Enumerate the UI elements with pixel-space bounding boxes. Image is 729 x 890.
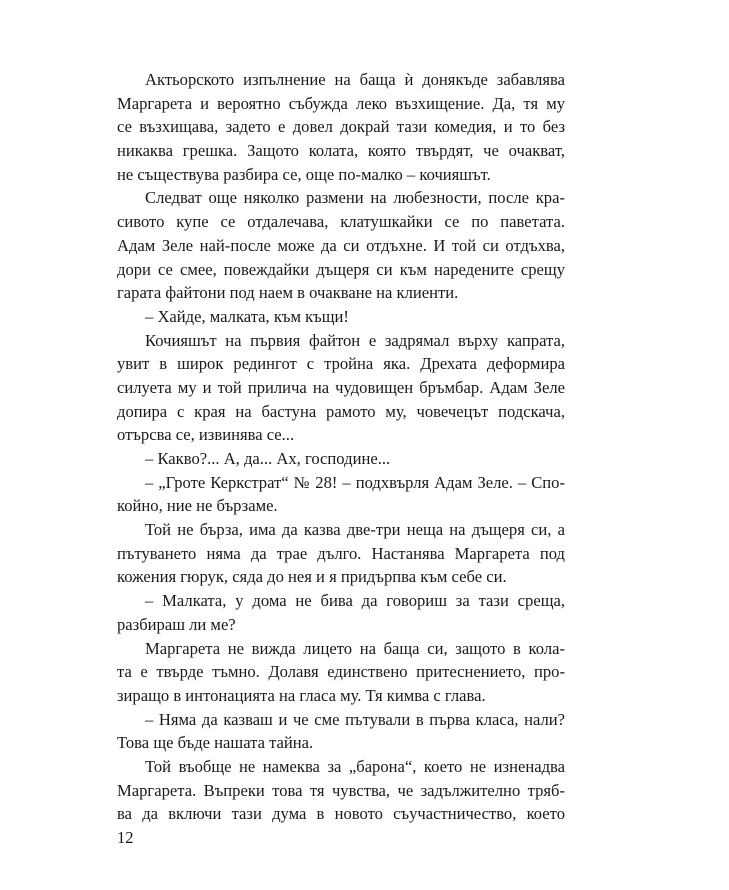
text-line: Той не бърза, има да казва две-три неща на дъщеря си, а (145, 520, 565, 540)
text-line: пътуването няма да трае дълго. Настанява Маргарета под (117, 543, 565, 563)
text-line: та е твърде тъмно. Долавя единствено притеснението, про- (117, 662, 565, 682)
paragraph (117, 518, 565, 589)
text-line: – Малката, у дома не бива да говориш за тази среща, (145, 591, 565, 611)
text-line: – Какво?... А, да... Ах, господине... (145, 449, 391, 468)
paragraph (117, 471, 565, 518)
paragraph (117, 305, 565, 329)
text-line: допира с края на бастуна рамото му, човечецът подскача, (117, 401, 565, 421)
text-line: Маргарета. Въпреки това тя чувства, че задължително тряб- (117, 780, 565, 800)
text-line: Следват още няколко размени на любезности, после кра- (145, 188, 565, 208)
paragraph (117, 68, 565, 186)
text-line: сивото купе се отдалечава, клатушкайки се по паветата. (117, 212, 565, 232)
text-line: Адам Зеле най-после може да си отдъхне. И той си отдъхва, (117, 235, 565, 255)
text-line: Кочияшът на първия файтон е задрямал върху капрата, (145, 330, 565, 350)
text-line: Маргарета не вижда лицето на баща си, защото в кола- (145, 638, 565, 658)
text-line: – Няма да казваш и че сме пътували в първа класа, нали? (145, 709, 565, 729)
text-line: се възхищава, задето е довел докрай тази комедия, и то без (117, 117, 565, 137)
text-line: койно, ние не бързаме. (117, 496, 278, 516)
text-line: увит в широк редингот с тройна яка. Дрехата деформира (117, 354, 565, 374)
text-line: гарата файтони под наем в очакване на клиенти. (117, 283, 459, 303)
paragraph (117, 708, 565, 755)
paragraph (117, 329, 565, 447)
paragraph (117, 755, 565, 826)
page-body (117, 68, 565, 826)
page-number: 12 (117, 828, 134, 847)
paragraph (117, 447, 565, 471)
text-line: кожения гюрук, сяда до нея и я придърпва към себе си. (117, 567, 507, 587)
paragraph (117, 589, 565, 636)
text-line: никаква грешка. Защото колата, която твърдят, че очакват, (117, 141, 565, 161)
text-line: Актьорското изпълнение на баща ѝ донякъде забавлява (145, 70, 565, 89)
text-line: – „Гроте Керкстрат“ № 28! – подхвърля Адам Зеле. – Спо- (145, 472, 565, 492)
text-line: Маргарета и вероятно събужда леко възхищение. Да, тя му (117, 93, 565, 113)
text-line: Той въобще не намеква за „барона“, което не изненадва (145, 756, 565, 776)
text-line: ва да включи тази дума в новото съучастничество, което (117, 804, 565, 824)
text-line: разбираш ли ме? (117, 614, 236, 634)
text-line: Това ще бъде нашата тайна. (117, 733, 314, 753)
text-line: силуета му и той прилича на чудовищен бръмбар. Адам Зеле (117, 377, 565, 397)
text-line: – Хайде, малката, към къщи! (145, 306, 349, 326)
text-line: зиращо в интонацията на гласа му. Тя кимва с глава. (117, 685, 486, 705)
text-line: не съществува разбира се, още по-малко – кочияшът. (117, 164, 491, 184)
text-line: дори се смее, повеждайки дъщеря си към наредените срещу (117, 259, 565, 279)
paragraph (117, 186, 565, 304)
paragraph (117, 637, 565, 708)
text-line: отърсва се, извинява се... (117, 425, 295, 445)
